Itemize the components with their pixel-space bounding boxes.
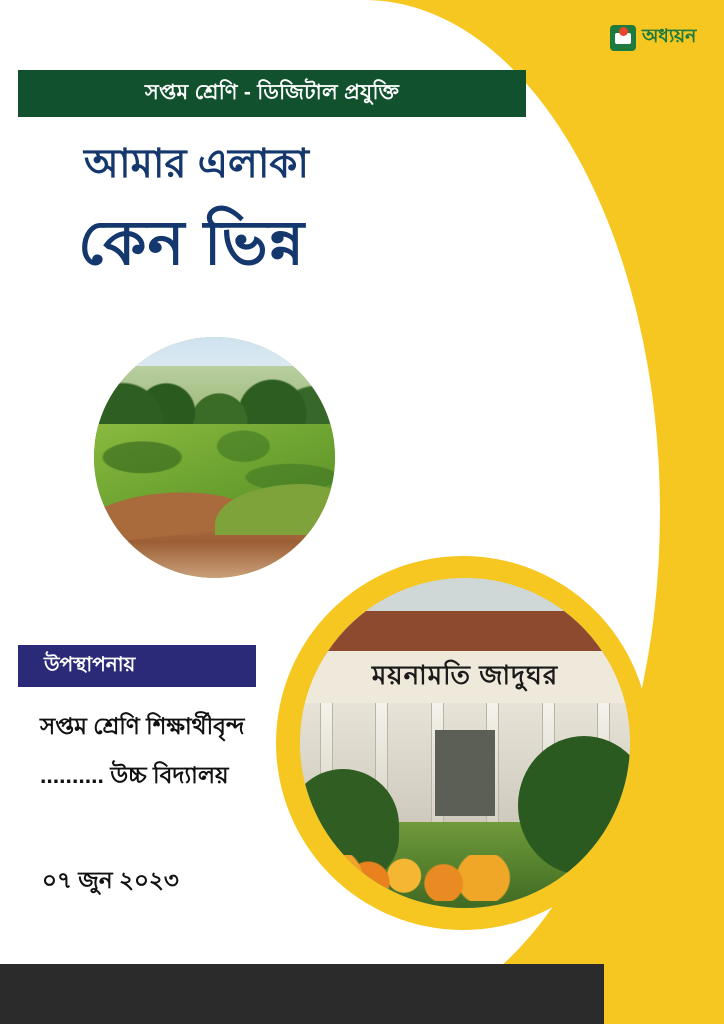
footer-yellow-block [604,964,724,1024]
brand-logo [610,22,696,54]
photo-soil-layer [94,506,335,578]
presenter-line-1: সপ্তম শ্রেণি শিক্ষার্থীবৃন্দ [40,713,245,739]
open-book-icon [610,25,636,51]
class-banner [18,70,526,117]
museum-sign-board [300,651,630,704]
moynamoti-museum-photo [300,578,630,908]
presenter-label-tag [18,645,256,687]
class-banner-text: সপ্তম শ্রেণি - ডিজিটাল প্রযুক্তি [144,81,400,104]
museum-entrance [435,730,494,816]
museum-flowerbed [313,855,511,901]
presenter-line-2: .......... উচ্চ বিদ্যালয় [40,762,229,788]
hill-landscape-photo [94,337,335,578]
museum-sign-text: ময়নামতি জাদুঘর [371,659,559,690]
page-title-line2: কেন ভিন্ন [78,209,306,278]
presenter-label-text: উপস্থাপনায় [44,653,136,676]
presentation-date: ০৭ জুন ২০২৩ [42,867,179,893]
page-title-line1: আমার এলাকা [84,142,310,186]
brand-logo-text: অধ্যয়ন [642,26,696,47]
